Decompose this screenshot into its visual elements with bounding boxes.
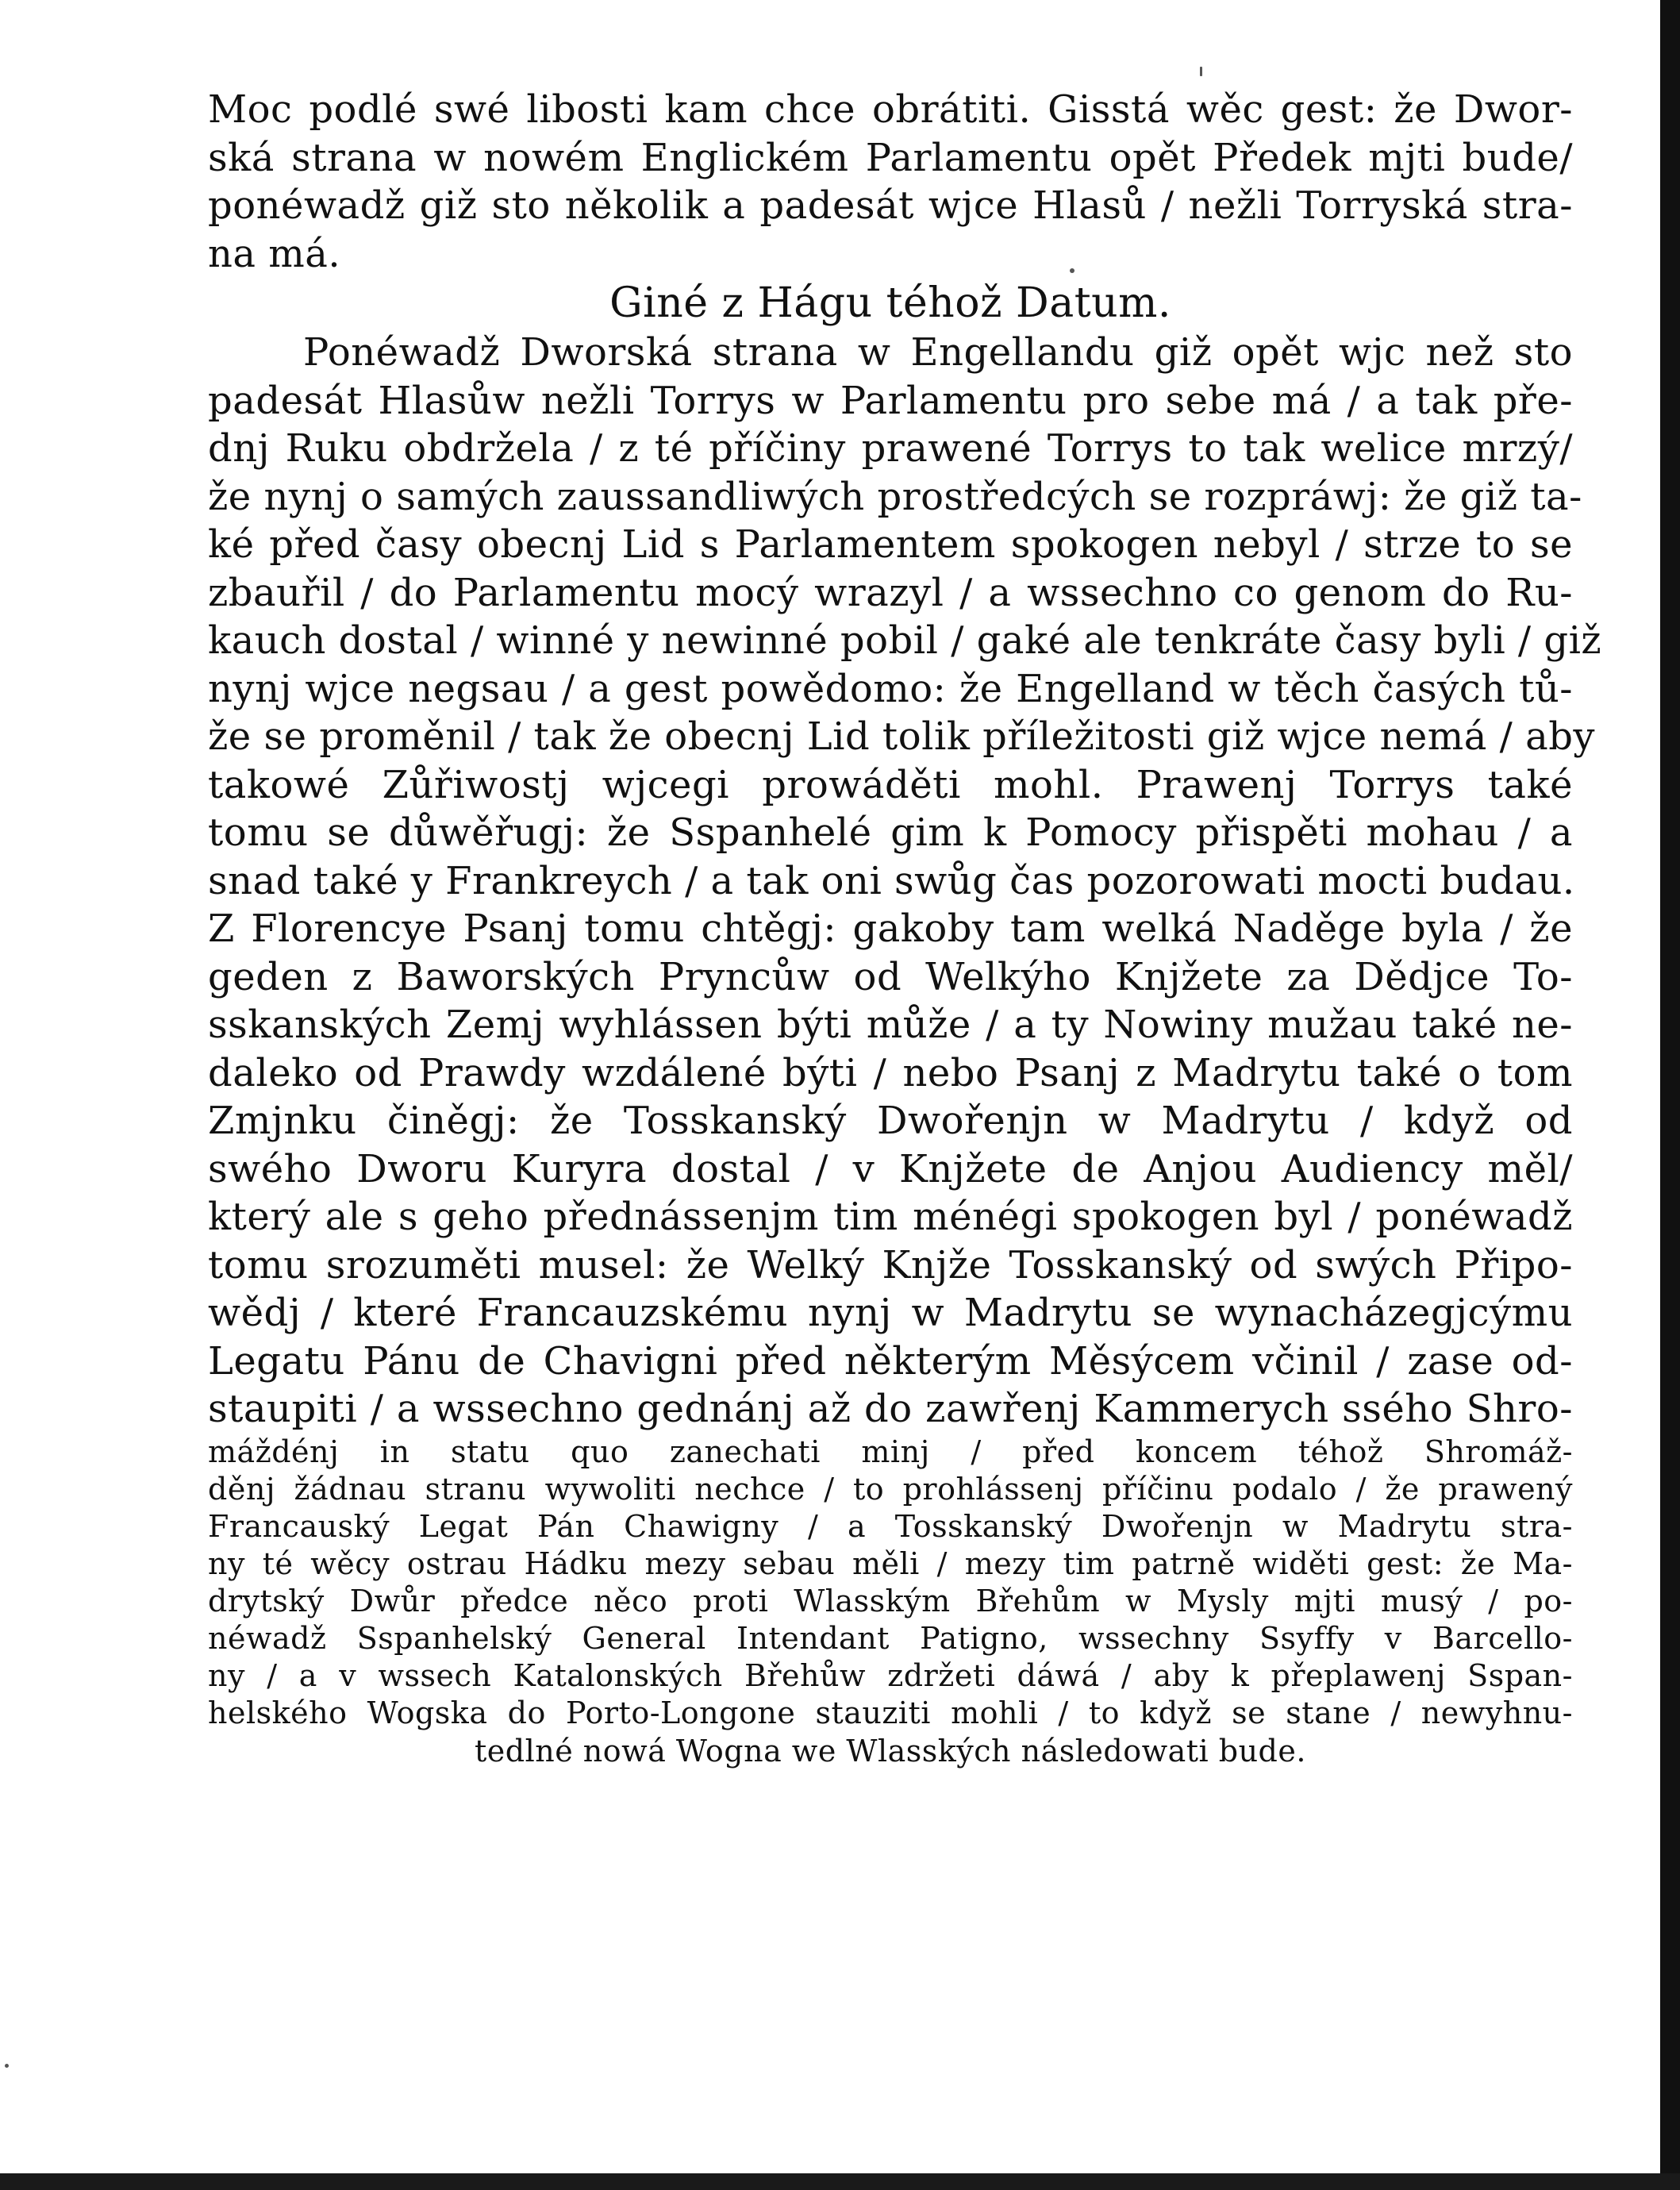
- text-line: zbauřil / do Parlamentu mocý wrazyl / a wssechno co genom do Ru-: [208, 570, 1573, 615]
- text-line: staupiti / a wssechno gednánj až do zawřenj Kammerych ssého Shro-: [208, 1387, 1573, 1431]
- page-text: [208, 86, 1602, 1770]
- paragraph-1: [208, 86, 1573, 278]
- text-line: že nynj o samých zaussandliwých prostředcých se rozpráwj: že giž ta-: [208, 474, 1582, 519]
- text-line: snad také y Frankreych / a tak oni swůg čas pozorowati mocti budau.: [208, 858, 1575, 903]
- text-line: že se proměnil / tak že obecnj Lid tolik příležitosti giž wjce nemá / aby: [208, 714, 1596, 759]
- section-heading: Giné z Hágu téhož Datum.: [609, 279, 1171, 327]
- text-line: néwadž Sspanhelský General Intendant Patigno, wssechny Ssyffy v Barcello-: [208, 1620, 1573, 1656]
- text-line: Moc podlé swé libosti kam chce obrátiti. Gisstá wěc gest: že Dwor-: [208, 87, 1573, 132]
- text-line: takowé Zůřiwostj wjcegi prowáděti mohl. Prawenj Torrys také: [208, 762, 1573, 807]
- text-line: dnj Ruku obdržela / z té příčiny prawené Torrys to tak welice mrzý/: [208, 426, 1573, 471]
- text-line: ny / a v wssech Katalonských Břehůw zdržeti dáwá / aby k přeplawenj Sspan-: [208, 1657, 1573, 1693]
- scan-right-edge: [1660, 0, 1680, 2190]
- text-line: geden z Baworských Pryncůw od Welkýho Knjžete za Dědjce To-: [208, 954, 1573, 999]
- text-line: drytský Dwůr předce něco proti Wlasským Břehům w Mysly mjti musý / po-: [208, 1583, 1573, 1618]
- text-line: děnj žádnau stranu wywoliti nechce / to prohlássenj příčinu podalo / že prawený: [208, 1471, 1573, 1507]
- ink-speck: [1200, 67, 1202, 76]
- closing-line: tedlné nowá Wogna we Wlasských následowati bude.: [475, 1733, 1306, 1769]
- text-line: ny té wěcy ostrau Hádku mezy sebau měli / mezy tim patrně widěti gest: že Ma-: [208, 1545, 1573, 1581]
- text-line: který ale s geho přednássenjm tim ménégi spokogen byl / ponéwadž: [208, 1195, 1573, 1239]
- text-line: Legatu Pánu de Chavigni před některým Měsýcem včinil / zase od-: [208, 1338, 1573, 1384]
- text-line: ská strana w nowém Englickém Parlamentu opět Předek mjti bude/: [208, 135, 1573, 180]
- text-line: ponéwadž giž sto několik a padesát wjce Hlasů / nežli Torryská stra-: [208, 183, 1573, 228]
- text-line: daleko od Prawdy wzdálené býti / nebo Psanj z Madrytu také o tom: [208, 1050, 1573, 1095]
- text-line: helského Wogska do Porto-Longone stauziti mohli / to když se stane / newyhnu-: [208, 1695, 1573, 1730]
- text-line: swého Dworu Kuryra dostal / v Knjžete de Anjou Audiency měl/: [208, 1146, 1573, 1191]
- text-line: kauch dostal / winné y newinné pobil / gaké ale tenkráte časy byli / giž: [208, 618, 1602, 663]
- paragraph-2: [208, 329, 1602, 1770]
- text-line: na má.: [208, 231, 341, 276]
- text-line: ké před časy obecnj Lid s Parlamentem spokogen nebyl / strze to se: [208, 522, 1573, 567]
- text-line: Ponéwadž Dworská strana w Engellandu giž opět wjc než sto: [303, 330, 1573, 375]
- text-line: sskanských Zemj wyhlássen býti může / a ty Nowiny mužau také ne-: [208, 1003, 1573, 1047]
- text-line: Francauský Legat Pán Chawigny / a Tosskanský Dwořenjn w Madrytu stra-: [208, 1508, 1573, 1544]
- text-line: padesát Hlasůw nežli Torrys w Parlamentu pro sebe má / a tak pře-: [208, 378, 1573, 423]
- text-line: Z Florencye Psanj tomu chtěgj: gakoby tam welká Naděge byla / že: [208, 906, 1573, 951]
- text-line: nynj wjce negsau / a gest powědomo: že Engelland w těch časých tů-: [208, 666, 1573, 711]
- text-line: wědj / které Francauzskému nynj w Madrytu se wynacházegjcýmu: [208, 1291, 1573, 1335]
- text-line: tomu srozuměti musel: že Welký Knjže Tosskanský od swých Připo-: [208, 1242, 1573, 1287]
- ink-speck: [5, 2064, 9, 2068]
- text-line: Zmjnku činěgj: že Tosskanský Dwořenjn w Madrytu / když od: [208, 1099, 1573, 1143]
- text-line: tomu se důwěřugj: že Sspanhelé gim k Pomocy přispěti mohau / a: [208, 810, 1573, 855]
- scan-bottom-edge: [0, 2173, 1680, 2190]
- text-line: máždénj in statu quo zanechati minj / před koncem téhož Shromáž-: [208, 1434, 1573, 1469]
- ink-speck: [1070, 268, 1075, 273]
